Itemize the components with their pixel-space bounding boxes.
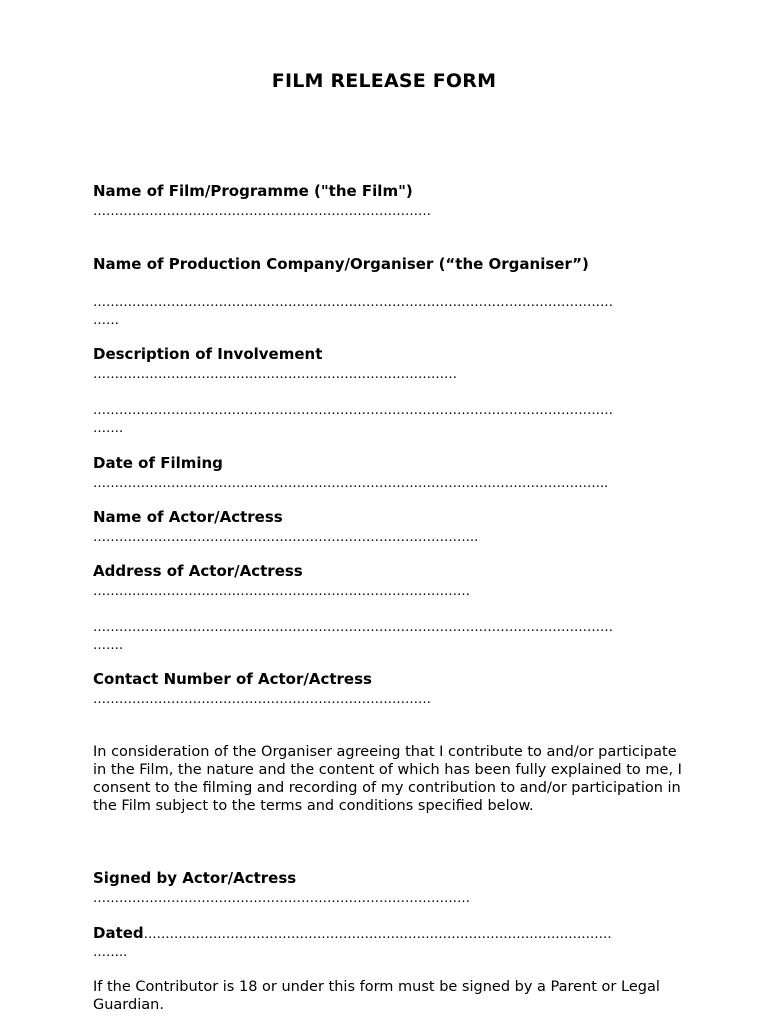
field-line-description: ………………………………………………………………………… [93,367,457,382]
dated-row [93,924,612,944]
field-label-date-of-filming: Date of Filming [93,454,223,472]
guardian-note: If the Contributor is 18 or under this form must be signed by a Parent or Legal Guardian. [93,979,660,1013]
field-line-actor-address: …………………………………………………………………………… [93,584,470,599]
field-label-description: Description of Involvement [93,345,323,363]
field-line-production-company: ………………………………………………………………………………………………………… [93,295,613,310]
field-line-contact-number: …………………………………………………………………… [93,692,431,707]
field-line-actor-name: …………………………………………………………………………….. [93,530,479,545]
field-label-actor-address: Address of Actor/Actress [93,562,303,580]
field-line-description-3: ……. [93,421,124,436]
dated-line: ……………………………………………………………………………………………… [143,927,612,942]
dated-label: Dated [93,924,144,942]
field-label-contact-number: Contact Number of Actor/Actress [93,670,372,688]
field-line-film-name: …………………………………………………………………… [93,204,431,219]
field-label-film-name: Name of Film/Programme ("the Film") [93,182,413,200]
consent-paragraph: In consideration of the Organiser agreeing that I contribute to and/or participate in the Film, the nature and the content of which has been fully explained to me, I consent to the filming and recording of my contribution to and/or participation in the Film subject to the terms and conditions specified below. [93,744,682,814]
field-label-production-company: Name of Production Company/Organiser (“the Organiser”) [93,255,589,273]
signed-label: Signed by Actor/Actress [93,869,297,887]
field-line-date-of-filming: ……………………………………………………………………………………………………….. [93,476,609,491]
field-line-production-company-cont: …… [93,313,119,328]
field-line-actor-address-3: ……. [93,638,124,653]
field-label-actor-name: Name of Actor/Actress [93,508,283,526]
signed-line: …………………………………………………………………………… [93,891,470,906]
form-title: FILM RELEASE FORM [271,70,497,92]
field-line-description-2: ………………………………………………………………………………………………………… [93,403,613,418]
field-line-actor-address-2: ………………………………………………………………………………………………………… [93,620,613,635]
dated-line-cont: …….. [93,945,128,960]
